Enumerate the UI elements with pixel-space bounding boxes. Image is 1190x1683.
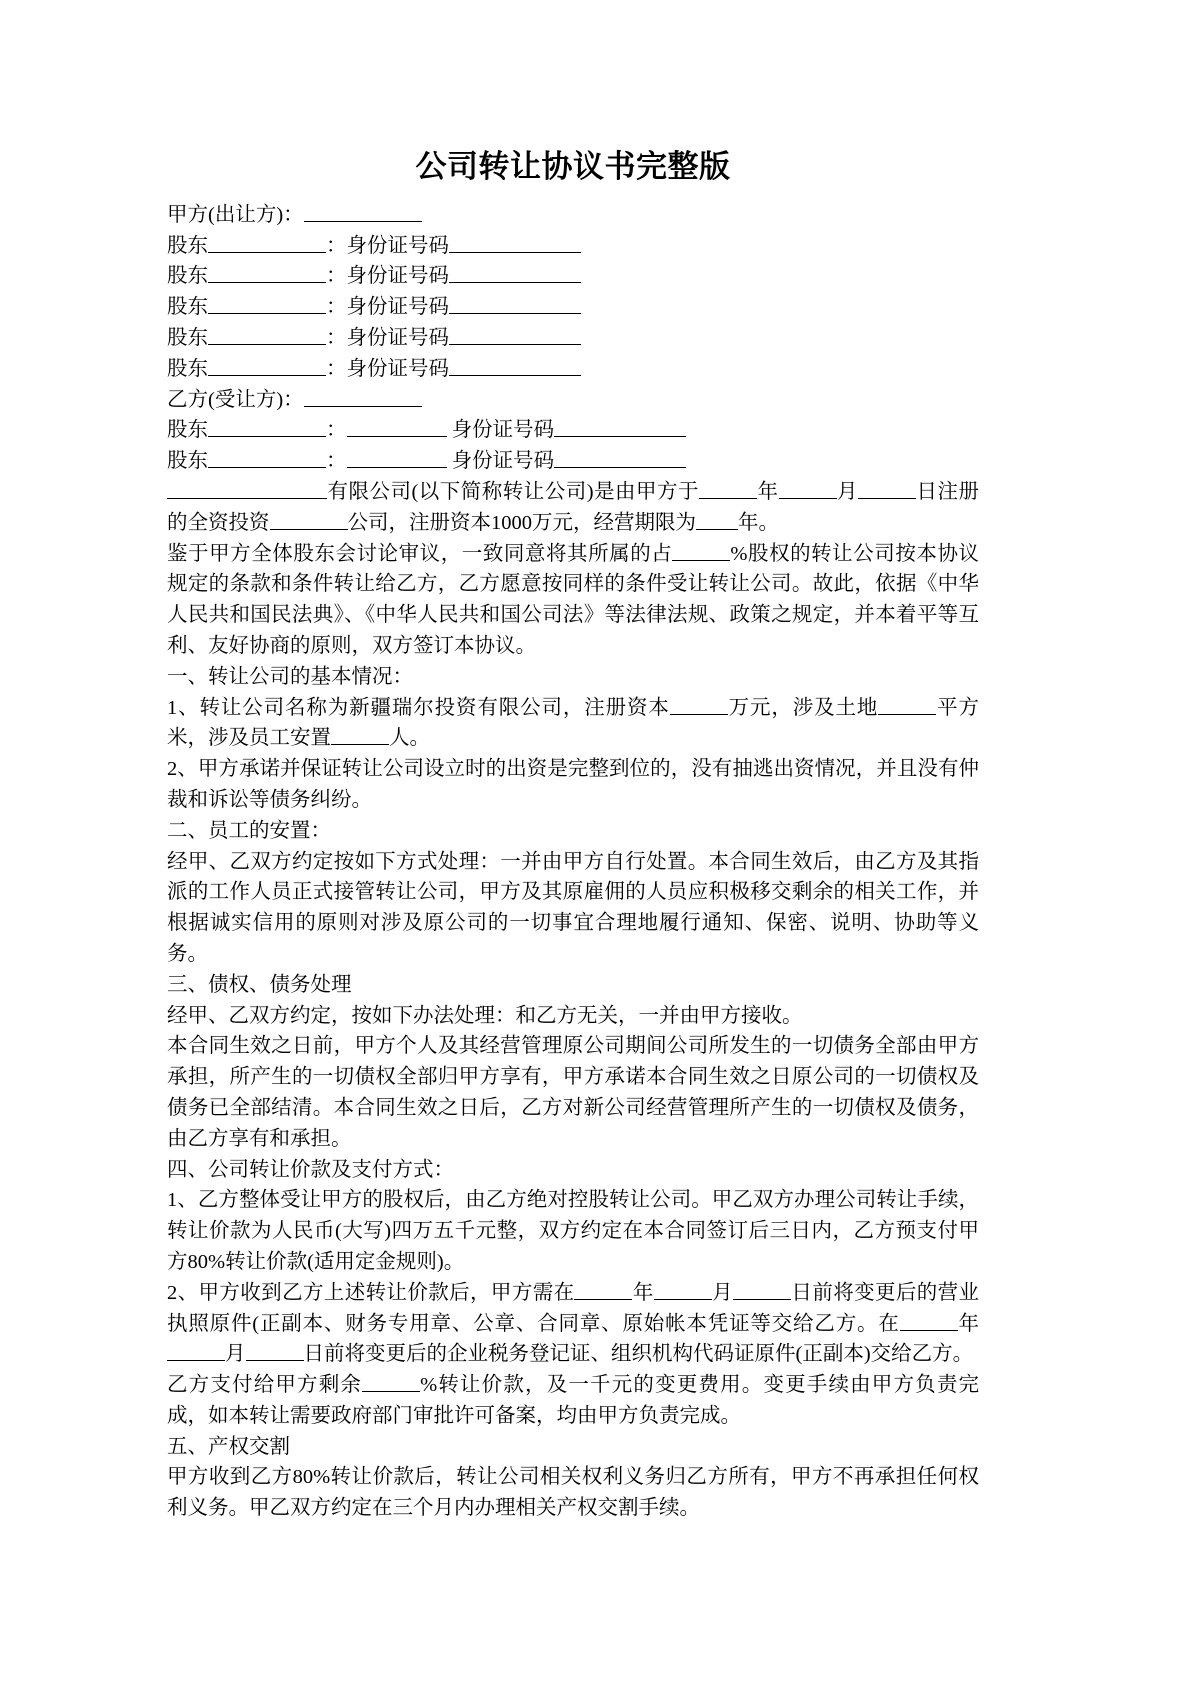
colon: ： xyxy=(326,450,347,473)
shareholder-name-blank[interactable] xyxy=(208,294,326,314)
section-heading-5: 五、产权交割 xyxy=(167,1435,290,1458)
s4-i2-month2: 月 xyxy=(225,1343,246,1366)
colon: ： xyxy=(326,265,347,288)
party-a-blank[interactable] xyxy=(304,202,422,222)
recital-paragraph xyxy=(167,539,979,662)
colon: ： xyxy=(326,296,347,319)
party-b-label: 乙方(受让方)： xyxy=(167,388,304,411)
party-a-shareholder-row xyxy=(167,292,979,323)
remaining-percent-blank[interactable] xyxy=(362,1372,420,1392)
registration-paragraph xyxy=(167,477,979,539)
s4-i2-year: 年 xyxy=(632,1281,654,1304)
colon: ： xyxy=(326,357,347,380)
party-a-shareholder-row xyxy=(167,231,979,262)
shareholder-name-blank[interactable] xyxy=(208,264,326,284)
s4-i2-day2: 日前将变更后的企业税务登记证、组织机构代码证原件(正副本)交给乙方。 xyxy=(303,1343,974,1366)
shareholder-name-blank[interactable] xyxy=(208,356,326,376)
company-name-blank[interactable] xyxy=(167,479,327,499)
tax-year-blank[interactable] xyxy=(900,1311,958,1331)
section-2-item-1: 经甲、乙双方约定按如下方式处理：一并由甲方自行处置。本合同生效后，由乙方及其指派的工作人员正式接管转让公司，甲方及其原雇佣的人员应积极移交剩余的相关工作，并根据诚实信用的原则对涉及原公司的一切事宜合理地履行通知、保密、说明、协助等义务。 xyxy=(167,850,979,965)
s1-i1-prefix: 1、转让公司名称为新疆瑞尔投资有限公司，注册资本 xyxy=(167,696,670,719)
shareholder-label: 股东 xyxy=(167,357,208,380)
shareholder-label: 股东 xyxy=(167,419,208,442)
party-b-line xyxy=(167,385,979,416)
party-a-line xyxy=(167,200,979,231)
shareholder-name-blank[interactable] xyxy=(208,325,326,345)
id-label: 身份证号码 xyxy=(346,265,449,288)
reg-day-label: 日注 xyxy=(916,480,959,503)
shareholder-label: 股东 xyxy=(167,296,208,319)
shareholder-name-blank[interactable] xyxy=(208,233,326,253)
shareholder-label: 股东 xyxy=(167,450,208,473)
section-4-item-1: 1、乙方整体受让甲方的股权后，由乙方绝对控股转让公司。甲乙双方办理公司转让手续，转让价款为人民币(大写)四万五千元整，双方约定在本合同签订后三日内，乙方预支付甲方80%转让价款(适用定金规则)。 xyxy=(167,1189,979,1273)
party-b-shareholder-row xyxy=(167,446,979,477)
id-number-blank[interactable] xyxy=(449,325,581,345)
shareholder-name-blank[interactable] xyxy=(208,418,326,438)
s4-i2-a: 2、甲方收到乙方上述转让价款后，甲方需在 xyxy=(167,1281,575,1304)
recital-text-2: %股权的转让公司按本协议规定的条款和条件转让给乙方，乙方愿意按同样的条件受让转让公司。故此，依据《中华人民共和国民法典》、《中华人民共和国公司法》等法律法规、政策之规定，并本着平等互利、友好协商的原则，双方签订本协议。 xyxy=(167,542,980,657)
employee-count-blank[interactable] xyxy=(331,726,389,746)
registered-capital-blank[interactable] xyxy=(670,695,728,715)
party-a-shareholder-row xyxy=(167,323,979,354)
section-heading-4: 四、公司转让价款及支付方式： xyxy=(167,1158,454,1181)
party-a-label: 甲方(出让方)： xyxy=(167,203,304,226)
id-label: 身份证号码 xyxy=(346,296,449,319)
s1-i1-suffix: 人。 xyxy=(389,727,430,750)
section-heading-2: 二、员工的安置： xyxy=(167,819,331,842)
page-title: 公司转让协议书完整版 xyxy=(415,149,731,184)
section-5-item-1: 甲方收到乙方80%转让价款后，转让公司相关权利义务归乙方所有，甲方不再承担任何权利义务。甲乙双方约定在三个月内办理相关产权交割手续。 xyxy=(167,1466,979,1520)
invest-company-blank[interactable] xyxy=(270,510,348,530)
s1-i1-mid1: 万元，涉及土地 xyxy=(727,696,879,719)
equity-percent-blank[interactable] xyxy=(672,541,730,561)
section-4-item-2 xyxy=(167,1278,979,1370)
party-b-shareholder-row xyxy=(167,415,979,446)
id-label: 身份证号码 xyxy=(346,327,449,349)
shareholder-name-blank[interactable] xyxy=(208,448,326,468)
id-number-blank[interactable] xyxy=(449,264,581,284)
tax-month-blank[interactable] xyxy=(167,1341,225,1361)
colon: ： xyxy=(326,419,347,442)
change-month-blank[interactable] xyxy=(654,1280,712,1300)
reg-month-label: 月 xyxy=(836,480,859,503)
party-a-shareholder-row xyxy=(167,261,979,292)
s4-i2-year2: 年 xyxy=(957,1312,980,1335)
shareholder-label: 股东 xyxy=(167,327,208,349)
id-number-blank[interactable] xyxy=(449,233,581,253)
s1-i1-mid2: 平方米，涉及员工安置 xyxy=(167,696,979,750)
reg-year-label: 年 xyxy=(757,480,779,503)
s4-i3-a: 乙方支付给甲方剩余 xyxy=(167,1374,363,1397)
reg-day-blank[interactable] xyxy=(858,479,916,499)
id-label: 身份证号码 xyxy=(346,234,449,257)
tax-day-blank[interactable] xyxy=(246,1341,304,1361)
registration-text-3: 公司，注册资本1000万元，经营期限为 xyxy=(347,511,696,534)
section-1-item-2: 2、甲方承诺并保证转让公司设立时的出资是完整到位的，没有抽逃出资情况，并且没有仲裁和诉讼等债务纠纷。 xyxy=(167,758,979,811)
registration-text-2: 册的全资投资 xyxy=(167,480,980,534)
registration-text-1: 有限公司(以下简称转让公司)是由甲方于 xyxy=(327,480,700,503)
id-number-blank[interactable] xyxy=(554,418,686,438)
section-1-item-1 xyxy=(167,693,979,755)
section-heading-1: 一、转让公司的基本情况： xyxy=(167,665,413,688)
reg-month-blank[interactable] xyxy=(779,479,837,499)
s4-i3-b: %转让价款，及一千元的变更费用。变更手续由甲方负责完成，如本转让需要政府部门审批许可备案，均由甲方负责完成。 xyxy=(167,1374,980,1427)
land-area-blank[interactable] xyxy=(878,695,936,715)
document-content xyxy=(167,0,979,1524)
recital-text-1: 鉴于甲方全体股东会讨论审议，一致同意将其所属的占 xyxy=(167,542,673,565)
id-number-blank[interactable] xyxy=(449,356,581,376)
shareholder-label: 股东 xyxy=(167,265,208,288)
section-3-item-1: 经甲、乙双方约定，按如下办法处理：和乙方无关，一并由甲方接收。 xyxy=(167,1004,803,1027)
s4-i2-month: 月 xyxy=(711,1281,734,1304)
id-label: 身份证号码 xyxy=(451,419,555,442)
shareholder-extra-blank[interactable] xyxy=(347,448,447,468)
operating-term-blank[interactable] xyxy=(696,510,738,530)
party-b-blank[interactable] xyxy=(304,387,422,407)
section-4-item-3 xyxy=(167,1370,979,1432)
s4-i2-day: 日前将变更后的营业执照原件(正副本、财务专用章、公章、合同章、原始帐本凭证等交给乙方。在 xyxy=(167,1281,980,1335)
shareholder-extra-blank[interactable] xyxy=(347,418,447,438)
id-number-blank[interactable] xyxy=(449,294,581,314)
shareholder-label: 股东 xyxy=(167,234,208,257)
reg-year-blank[interactable] xyxy=(699,479,757,499)
id-label: 身份证号码 xyxy=(451,450,555,473)
section-3-item-2: 本合同生效之日前，甲方个人及其经营管理原公司期间公司所发生的一切债务全部由甲方承担，所产生的一切债权全部归甲方享有，甲方承诺本合同生效之日原公司的一切债权及债务已全部结清。本合同生效之日后，乙方对新公司经营管理所产生的一切债权及债务，由乙方享有和承担。 xyxy=(167,1035,979,1150)
colon: ： xyxy=(326,234,347,257)
colon: ： xyxy=(326,327,347,349)
id-label: 身份证号码 xyxy=(346,357,449,380)
section-heading-3: 三、债权、债务处理 xyxy=(167,973,352,996)
id-number-blank[interactable] xyxy=(554,448,686,468)
change-day-blank[interactable] xyxy=(733,1280,791,1300)
party-a-shareholder-row xyxy=(167,354,979,385)
registration-text-4: 年。 xyxy=(738,511,779,534)
change-year-blank[interactable] xyxy=(574,1280,632,1300)
